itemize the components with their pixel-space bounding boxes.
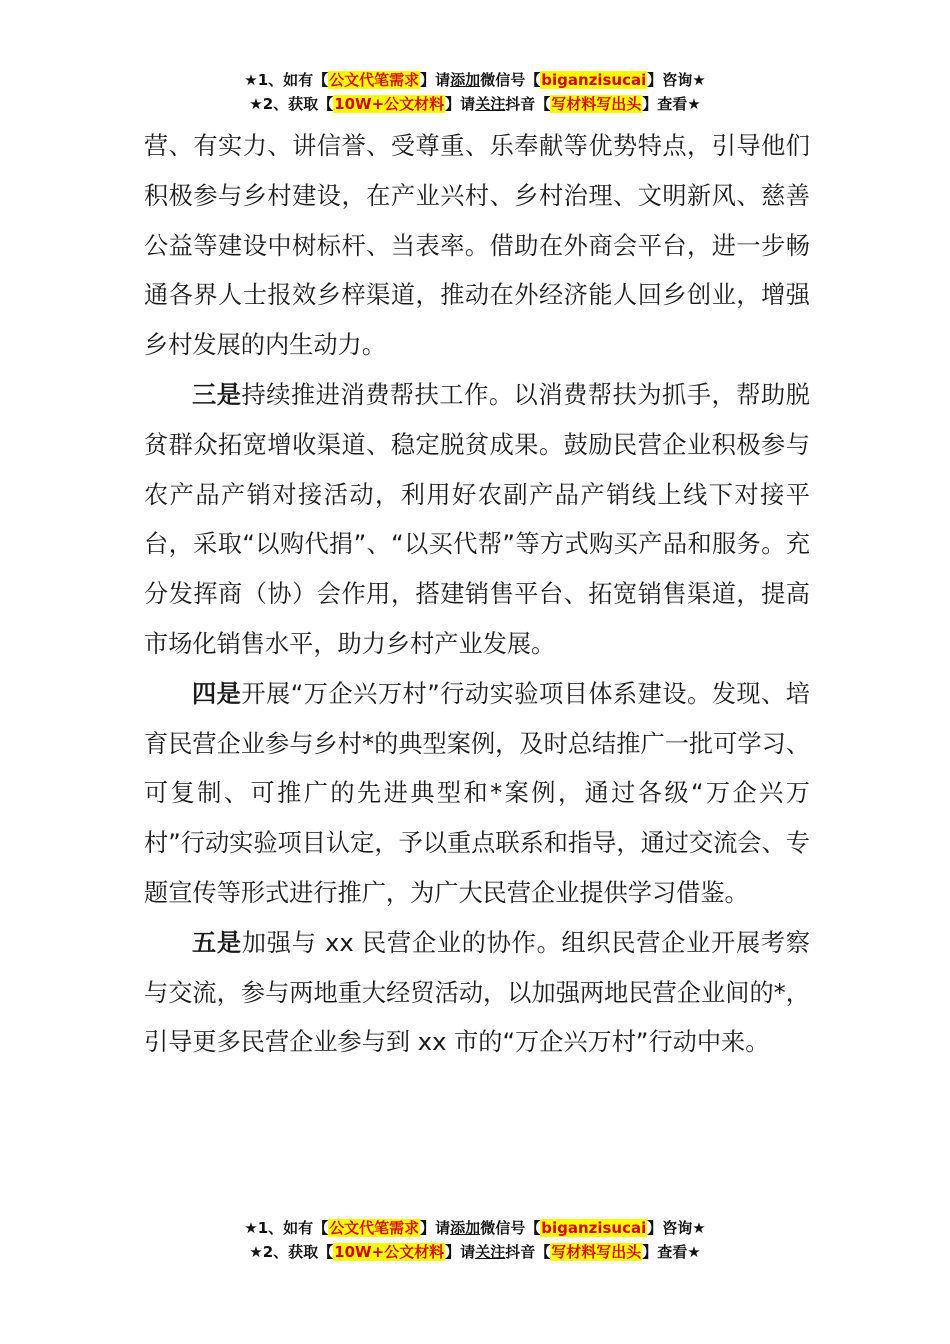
star-icon: ★: [687, 95, 701, 113]
highlight-service: 公文代笔需求: [329, 71, 420, 89]
banner-text: 2、获取【: [262, 95, 334, 113]
star-icon: ★: [687, 1243, 701, 1261]
paragraph-lead: 三是: [192, 380, 242, 409]
underlined-follow: 关注: [475, 1243, 506, 1261]
banner-text: 】查看: [642, 1243, 688, 1261]
banner-text: 微信号【: [480, 1219, 541, 1237]
underlined-add: 添加: [450, 71, 481, 89]
banner-line-2: [0, 92, 950, 116]
underlined-add: 添加: [450, 1219, 481, 1237]
banner-text: 1、如有【: [257, 1219, 329, 1237]
paragraph-text: 持续推进消费帮扶工作。以消费帮扶为抓手，帮助脱贫群众拓宽增收渠道、稳定脱贫成果。鼓励民营企业积极参与农产品产销对接活动，利用好农副产品产销线上线下对接平台，采取“以购代捐”、“以买代帮”等方式购买产品和服务。充分发挥商（协）会作用，搭建销售平台、拓宽销售渠道，提高市场化销售水平，助力乡村产业发展。: [144, 380, 810, 658]
banner-text: 抖音【: [505, 1243, 551, 1261]
banner-line-2: [0, 1240, 950, 1264]
banner-text: 2、获取【: [262, 1243, 334, 1261]
highlight-douyin-account: 写材料写出头: [551, 95, 642, 113]
star-icon: ★: [692, 1219, 706, 1237]
star-icon: ★: [692, 71, 706, 89]
banner-line-1: [0, 1216, 950, 1240]
banner-text: 】查看: [642, 95, 688, 113]
paragraph-five: [144, 919, 810, 1068]
highlight-douyin-account: 写材料写出头: [551, 1243, 642, 1261]
banner-text: 】请: [420, 71, 451, 89]
star-icon: ★: [244, 1219, 258, 1237]
banner-text: 】请: [445, 1243, 476, 1261]
banner-text: 】咨询: [647, 71, 693, 89]
highlight-materials: 10W+公文材料: [334, 1243, 445, 1261]
banner-text: 】咨询: [647, 1219, 693, 1237]
document-body: [144, 122, 810, 1068]
star-icon: ★: [249, 95, 263, 113]
star-icon: ★: [249, 1243, 263, 1261]
banner-text: 】请: [445, 95, 476, 113]
banner-line-1: [0, 68, 950, 92]
highlight-wechat-id: biganzisucai: [541, 71, 647, 89]
paragraph-text: 营、有实力、讲信誉、受尊重、乐奉献等优势特点，引导他们积极参与乡村建设，在产业兴村、乡村治理、文明新风、慈善公益等建设中树标杆、当表率。借助在外商会平台，进一步畅通各界人士报效乡梓渠道，推动在外经济能人回乡创业，增强乡村发展的内生动力。: [144, 132, 810, 360]
highlight-materials: 10W+公文材料: [334, 95, 445, 113]
banner-text: 】请: [420, 1219, 451, 1237]
header-banner: [0, 68, 950, 116]
underlined-follow: 关注: [475, 95, 506, 113]
paragraph-lead: 四是: [192, 679, 242, 708]
paragraph-three: [144, 371, 810, 670]
star-icon: ★: [244, 71, 258, 89]
paragraph-continued: [144, 122, 810, 371]
paragraph-lead: 五是: [192, 928, 242, 957]
paragraph-text: 开展“万企兴万村”行动实验项目体系建设。发现、培育民营企业参与乡村*的典型案例，及时总结推广一批可学习、可复制、可推广的先进典型和*案例，通过各级“万企兴万村”行动实验项目认定，予以重点联系和指导，通过交流会、专题宣传等形式进行推广，为广大民营企业提供学习借鉴。: [144, 679, 810, 907]
highlight-service: 公文代笔需求: [329, 1219, 420, 1237]
paragraph-text: 加强与 xx 民营企业的协作。组织民营企业开展考察与交流，参与两地重大经贸活动，以加强两地民营企业间的*，引导更多民营企业参与到 xx 市的“万企兴万村”行动中来。: [144, 928, 810, 1057]
highlight-wechat-id: biganzisucai: [541, 1219, 647, 1237]
banner-text: 1、如有【: [257, 71, 329, 89]
paragraph-four: [144, 670, 810, 919]
footer-banner: [0, 1216, 950, 1264]
banner-text: 微信号【: [480, 71, 541, 89]
banner-text: 抖音【: [505, 95, 551, 113]
